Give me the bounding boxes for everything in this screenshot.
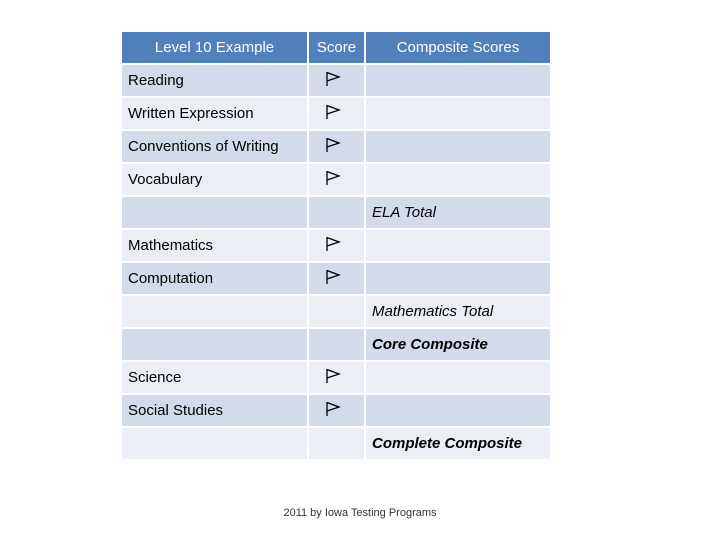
composite-cell: Core Composite <box>366 329 550 360</box>
composite-cell <box>366 395 550 426</box>
composite-cell <box>366 230 550 261</box>
composite-cell <box>366 98 550 129</box>
table-row <box>122 362 550 393</box>
score-cell <box>309 98 364 129</box>
composite-cell: ELA Total <box>366 197 550 228</box>
flag-icon <box>325 104 341 120</box>
subject-cell: Written Expression <box>122 98 307 129</box>
composite-cell <box>366 131 550 162</box>
score-cell <box>309 428 364 459</box>
subject-cell: Social Studies <box>122 395 307 426</box>
header-level: Level 10 Example <box>122 32 307 63</box>
composite-cell <box>366 263 550 294</box>
subject-cell: Computation <box>122 263 307 294</box>
composite-cell <box>366 65 550 96</box>
composite-cell <box>366 164 550 195</box>
table-row <box>122 164 550 195</box>
subject-cell: Science <box>122 362 307 393</box>
table-row <box>122 98 550 129</box>
score-cell <box>309 395 364 426</box>
flag-icon <box>325 71 341 87</box>
subject-cell: Vocabulary <box>122 164 307 195</box>
subject-cell <box>122 296 307 327</box>
table-row <box>122 131 550 162</box>
score-cell <box>309 263 364 294</box>
table-row <box>122 263 550 294</box>
flag-icon <box>325 170 341 186</box>
flag-icon <box>325 269 341 285</box>
header-score: Score <box>309 32 364 63</box>
table-row <box>122 65 550 96</box>
score-cell <box>309 329 364 360</box>
flag-icon <box>325 368 341 384</box>
subject-cell <box>122 329 307 360</box>
table-row <box>122 296 550 327</box>
score-cell <box>309 197 364 228</box>
score-cell <box>309 164 364 195</box>
table-row <box>122 428 550 459</box>
subject-cell <box>122 428 307 459</box>
score-cell <box>309 131 364 162</box>
table-row <box>122 329 550 360</box>
table-row <box>122 197 550 228</box>
score-cell <box>309 362 364 393</box>
flag-icon <box>325 137 341 153</box>
table-header-row <box>122 32 550 63</box>
subject-cell: Conventions of Writing <box>122 131 307 162</box>
subject-cell <box>122 197 307 228</box>
composite-cell <box>366 362 550 393</box>
header-composite: Composite Scores <box>366 32 550 63</box>
subject-cell: Reading <box>122 65 307 96</box>
flag-icon <box>325 236 341 252</box>
flag-icon <box>325 401 341 417</box>
composite-cell: Mathematics Total <box>366 296 550 327</box>
table-row <box>122 395 550 426</box>
score-cell <box>309 296 364 327</box>
score-table <box>120 30 552 461</box>
composite-cell: Complete Composite <box>366 428 550 459</box>
copyright-footer: 2011 by Iowa Testing Programs <box>283 507 437 519</box>
table-row <box>122 230 550 261</box>
score-cell <box>309 65 364 96</box>
score-cell <box>309 230 364 261</box>
subject-cell: Mathematics <box>122 230 307 261</box>
